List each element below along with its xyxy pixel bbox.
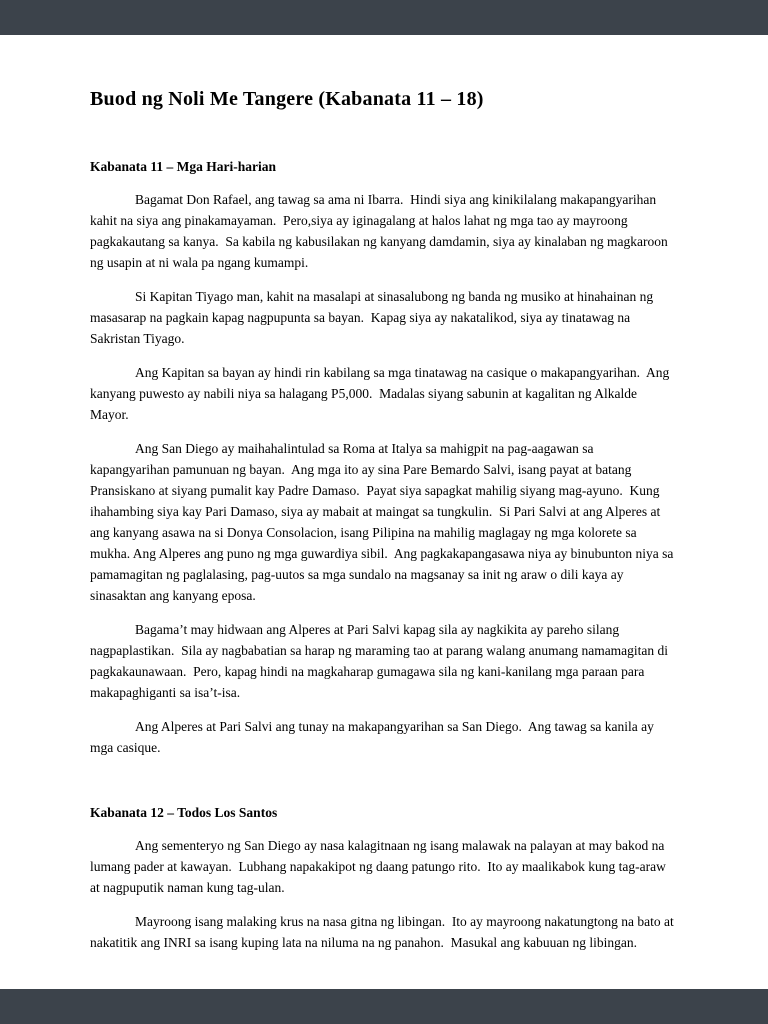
paragraph: Mayroong isang malaking krus na nasa gitna ng libingan. Ito ay mayroong nakatungtong na bato at nakatitik ang INRI sa isang kuping lata na niluma na ng panahon. Masukal ang kabuuan ng libingan. <box>90 914 678 950</box>
paragraph: Bagamat Don Rafael, ang tawag sa ama ni Ibarra. Hindi siya ang kinikilalang makapangyarihan kahit na siya ang pinakamayaman. Pero,siya ay iginagalang at halos lahat ng mga tao ay mayroong pagkakautang sa kanya. Sa kabila ng kabusilakan ng kanyang damdamin, siya ay kinalaban ng magkaroon ng usapin at ni wala pa ngang kumampi. <box>90 192 672 270</box>
paragraph: Si Kapitan Tiyago man, kahit na masalapi at sinasalubong ng banda ng musiko at hinahainan ng masasarap na pagkain kapag nagpupunta sa bayan. Kapag siya ay nakatalikod, siya ay tinatawag na Sakristan Tiyago. <box>90 289 657 346</box>
paragraph: Bagama’t may hidwaan ang Alperes at Pari Salvi kapag sila ay nagkikita ay pareho silang nagpaplastikan. Sila ay nagbabatian sa harap ng maraming tao at parang walang anumang namamagitan di pagkakaunawaan. Pero, kapag hindi na magkaharap gumagawa sila ng kani-kanilang mga paraan para makapaghiganti sa isa’t-isa. <box>90 622 672 700</box>
paragraph: Ang sementeryo ng San Diego ay nasa kalagitnaan ng isang malawak na palayan at may bakod na lumang pader at kawayan. Lubhang napakakipot ng daang patungo rito. Ito ay maalikabok kung tag-araw at nagpuputik naman kung tag-ulan. <box>90 838 670 895</box>
viewer-top-band <box>0 0 768 35</box>
section-heading-kabanata-12: Kabanata 12 – Todos Los Santos <box>90 805 278 820</box>
paragraph: Ang Kapitan sa bayan ay hindi rin kabilang sa mga tinatawag na casique o makapangyarihan. Ang kanyang puwesto ay nabili niya sa halagang P5,000. Madalas siyang sabunin at kagalitan ng Alkalde Mayor. <box>90 365 673 422</box>
section-kabanata-11 <box>90 158 676 758</box>
section-heading-kabanata-11: Kabanata 11 – Mga Hari-harian <box>90 159 277 174</box>
document-page <box>0 35 768 989</box>
document-title: Buod ng Noli Me Tangere (Kabanata 11 – 18) <box>90 88 484 110</box>
section-kabanata-12 <box>90 804 676 953</box>
paragraph: Ang Alperes at Pari Salvi ang tunay na makapangyarihan sa San Diego. Ang tawag sa kanila ay mga casique. <box>90 719 658 755</box>
paragraph: Ang San Diego ay maihahalintulad sa Roma at Italya sa mahigpit na pag-aagawan sa kapangyarihan pamunuan ng bayan. Ang mga ito ay sina Pare Bemardo Salvi, isang payat at batang Pransiskano at siyang pumalit kay Padre Damaso. Payat siya sapagkat mahilig siyang mag-ayuno. Kung ihahambing siya kay Pari Damaso, siya ay mabait at maingat sa tungkulin. Si Pari Salvi at ang Alperes at ang kanyang asawa na si Donya Consolacion, isang Pilipina na mahilig maglagay ng mga kolorete sa mukha. Ang Alperes ang puno ng mga guwardiya sibil. Ang pagkakapangasawa niya ay binubunton niya sa pamamagitan ng paglalasing, pag-uutos sa mga sundalo na magsanay sa init ng araw o dili kaya ay sinasaktan ang kanyang eposa. <box>90 441 677 603</box>
viewer-bottom-band <box>0 989 768 1024</box>
